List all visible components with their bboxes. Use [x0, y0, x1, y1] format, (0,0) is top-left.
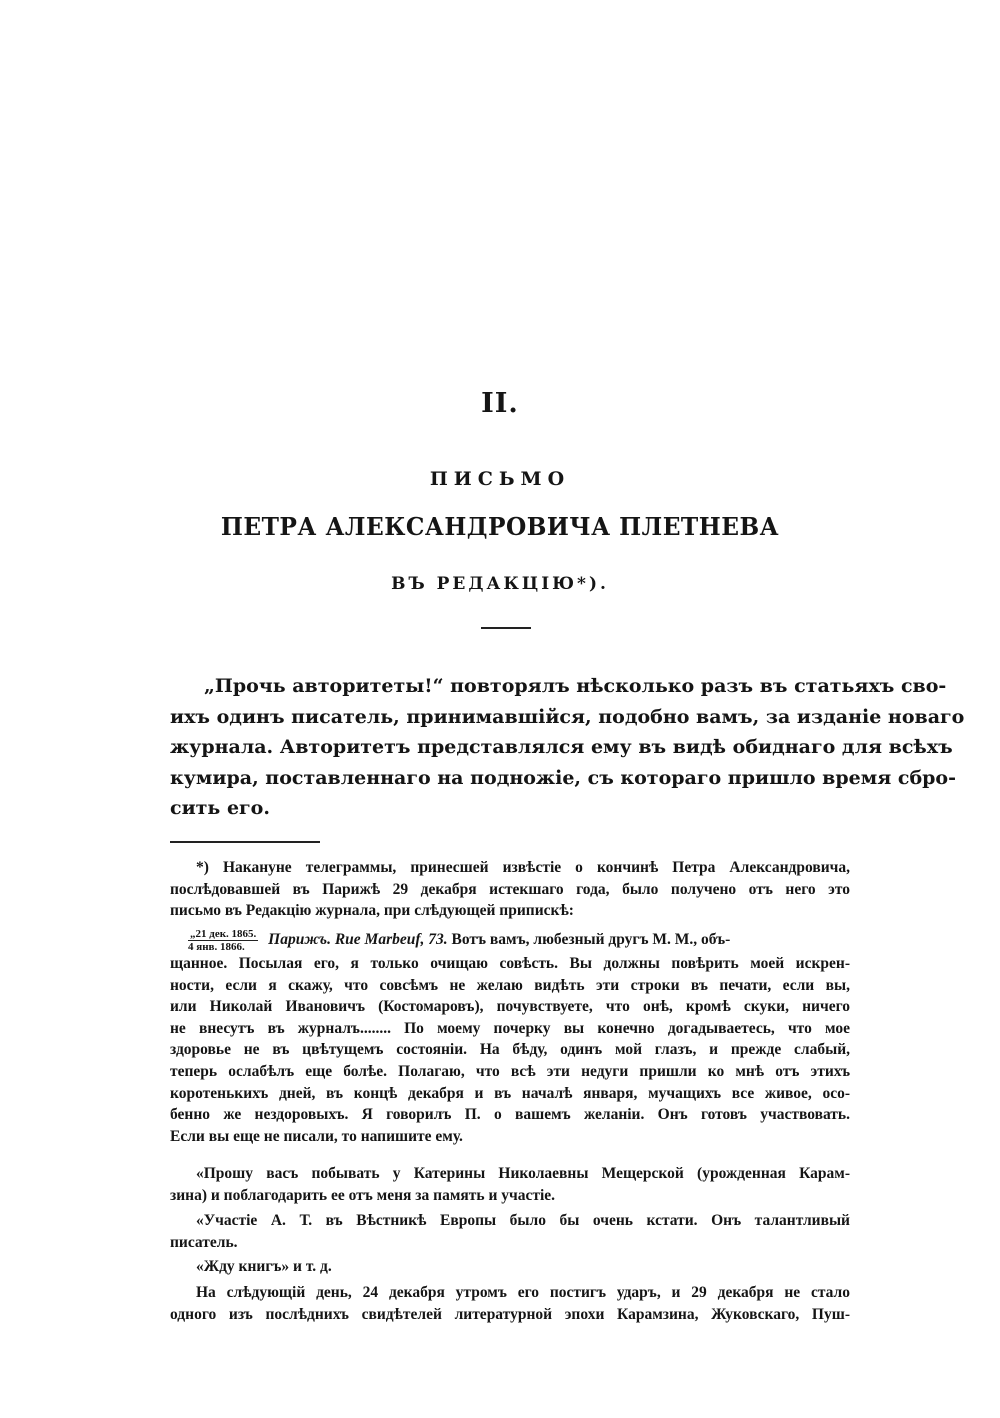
intro-paragraph — [170, 671, 965, 824]
footnote-paragraph — [170, 928, 850, 1147]
footnote-line: или Николай Ивановичъ (Костомаровъ), почувствуете, что онѣ, кромѣ скуки, ничего — [170, 998, 850, 1016]
footnote-line: коротенькихъ дней, въ концѣ декабря и въ началѣ января, мучащихъ все живое, осо- — [170, 1084, 850, 1102]
footnote-line: зина) и поблагодарить ее отъ меня за память и участіе. — [170, 1186, 556, 1204]
footnote-line — [170, 928, 850, 953]
date-old-style: „21 дек. 1865. — [190, 928, 257, 940]
text-line: сить его. — [170, 797, 270, 820]
title-letter: ПИСЬМО — [429, 468, 571, 490]
footnote-line: писатель. — [170, 1233, 238, 1251]
footnote-paragraph — [170, 1282, 850, 1325]
text-line: кумира, поставленнаго на подножіе, съ котораго пришло время сбро- — [170, 766, 956, 789]
footnote-line: щанное. Посылая его, я только очищаю совѣсть. Вы должны повѣрить моей искрен- — [170, 955, 850, 972]
footnote-line: ности, если я скажу, что совсѣмъ не желаю видѣть эти строки въ печати, если вы, — [170, 976, 850, 994]
footnote-line: письмо въ Редакцію журнала, при слѣдующей припискѣ: — [170, 902, 574, 920]
letter-date — [188, 928, 258, 953]
footnote-line: Если вы еще не писали, то напишите ему. — [170, 1127, 463, 1145]
footnote-line: не внесутъ въ журналъ........ По моему почерку вы конечно догадываетесь, что мое — [170, 1019, 850, 1037]
footnote-line: одного изъ послѣднихъ свидѣтелей литературной эпохи Карамзина, Жуковскаго, Пуш- — [170, 1305, 850, 1323]
footnote-line: «Жду книгъ» и т. д. — [196, 1258, 332, 1275]
title-recipient: ВЪ РЕДАКЦІЮ*). — [391, 574, 609, 594]
footnote-line: послѣдовавшей въ Парижѣ 29 декабря истекшаго года, было получено отъ него это — [170, 880, 850, 898]
chapter-number: II. — [481, 388, 519, 419]
footnote-line: «Участіе А. Т. въ Вѣстникѣ Европы было бы очень кстати. Онъ талантливый — [196, 1212, 850, 1229]
footnote-line: здоровье не въ цвѣтущемъ состояніи. На бѣду, одинъ мой глазъ, и прежде слабый, — [170, 1041, 850, 1059]
title-author: ПЕТРА АЛЕКСАНДРОВИЧА ПЛЕТНЕВА — [220, 512, 780, 541]
title-separator — [481, 627, 531, 629]
footnote-paragraph — [170, 857, 850, 922]
footnote-line: На слѣдующій день, 24 декабря утромъ его постигъ ударъ, и 29 декабря не стало — [196, 1284, 850, 1301]
footnote-paragraph — [170, 1163, 850, 1206]
text-line: ихъ одинъ писатель, принимавшійся, подобно вамъ, за изданіе новаго — [170, 705, 965, 728]
footnote-paragraph — [170, 1210, 850, 1253]
footnote-rule — [170, 841, 320, 843]
footnote-line: «Прошу васъ побывать у Катерины Николаевны Мещерской (урожденная Карам- — [196, 1165, 850, 1182]
date-new-style: 4 янв. 1866. — [188, 941, 245, 953]
letter-place: Парижъ. Rue Marbeuf, 73. — [268, 931, 448, 949]
text-line: „Прочь авторитеты!“ повторялъ нѣсколько разъ въ статьяхъ сво- — [204, 675, 947, 697]
footnote-line: *) Накануне телеграммы, принесшей извѣстіе о кончинѣ Петра Александровича, — [196, 859, 850, 876]
footnote-line: бенно же нездоровыхъ. Я говорилъ П. о вашемъ желаніи. Онъ готовъ участвовать. — [170, 1106, 850, 1124]
text-line: журнала. Авторитетъ представлялся ему въ видѣ обиднаго для всѣхъ — [170, 736, 953, 759]
footnote-line: теперь ослабѣлъ еще болѣе. Полагаю, что всѣ эти недуги пришли ко мнѣ отъ этихъ — [170, 1062, 850, 1080]
footnote-paragraph — [170, 1256, 850, 1278]
footnote-text: Вотъ вамъ, любезный другъ М. М., объ- — [451, 931, 731, 949]
